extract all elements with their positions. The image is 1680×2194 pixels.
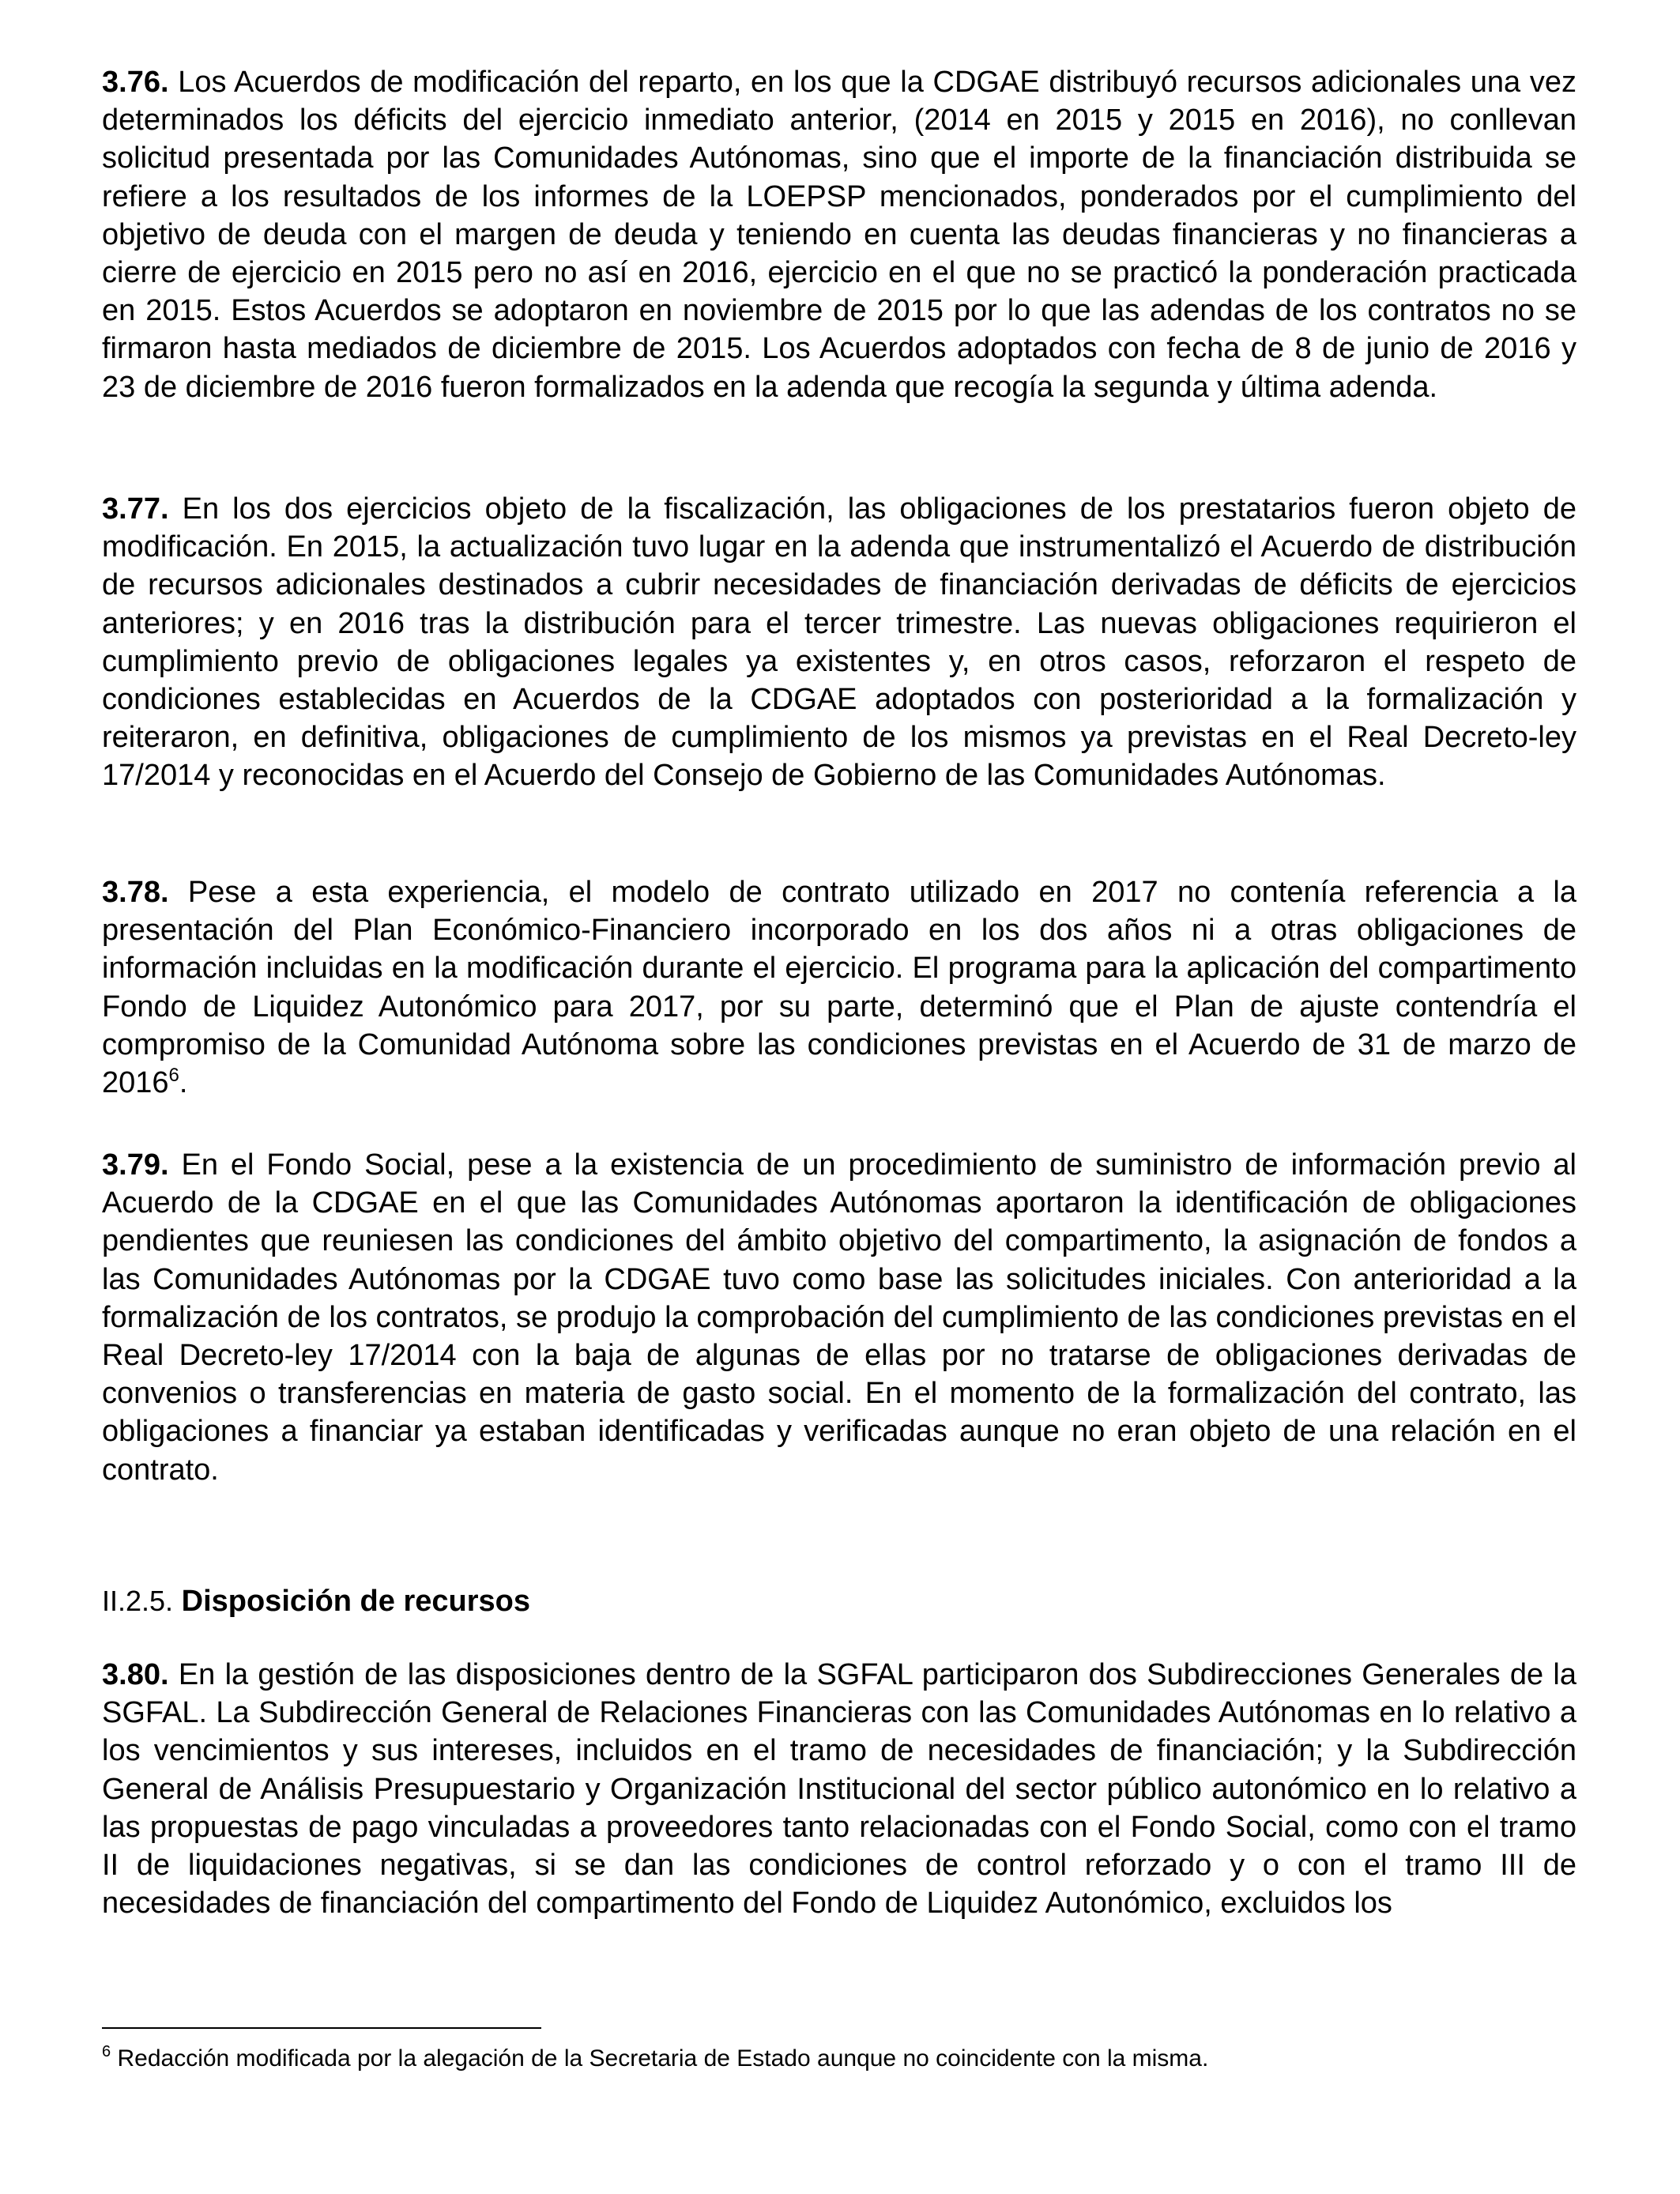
paragraph-text-end: . [179,1066,188,1100]
paragraph-text: En el Fondo Social, pese a la existencia de un procedimiento de suministro de información previo al Acuerdo de la CDGAE en el que las Comunidades Autónomas aportaron la identificación de obligaciones pendientes que reuniesen las condiciones del ámbito objetivo del compartimento, la asignación de fondos a las Comunidades Autónomas por la CDGAE tuvo como base las solicitudes iniciales. Con anterioridad a la formalización de los contratos, se produjo la comprobación del cumplimiento de las condiciones previstas en el Real Decreto-ley 17/2014 con la baja de algunas de ellas por no tratarse de obligaciones derivadas de convenios o transferencias en materia de gasto social. En el momento de la formalización del contrato, las obligaciones a financiar ya estaban identificadas y verificadas aunque no eran objeto de una relación en el contrato. [102,1148,1576,1487]
footnote-number: 6 [102,2043,111,2060]
paragraph-text: En la gestión de las disposiciones dentro de la SGFAL participaron dos Subdirecciones Generales de la SGFAL. La Subdirección General de Relaciones Financieras con las Comunidades Autónomas en lo relativo a los vencimientos y sus intereses, incluidos en el tramo de necesidades de financiación; y la Subdirección General de Análisis Presupuestario y Organización Institucional del sector público autonómico en lo relativo a las propuestas de pago vinculadas a proveedores tanto relacionadas con el Fondo Social, como con el tramo II de liquidaciones negativas, si se dan las condiciones de control reforzado y o con el tramo III de necesidades de financiación del compartimento del Fondo de Liquidez Autonómico, excluidos los [102,1658,1576,1921]
section-title: Disposición de recursos [181,1585,530,1618]
paragraph-3-79 [102,1146,1576,1489]
paragraph-number: 3.76. [102,66,169,99]
paragraph-text: Pese a esta experiencia, el modelo de contrato utilizado en 2017 no contenía referencia a la presentación del Plan Económico-Financiero incorporado en los dos años ni a otras obligaciones de información incluidas en la modificación durante el ejercicio. El programa para la aplicación del compartimento Fondo de Liquidez Autonómico para 2017, por su parte, determinó que el Plan de ajuste contendría el compromiso de la Comunidad Autónoma sobre las condiciones previstas en el Acuerdo de 31 de marzo de 2016 [102,876,1576,1100]
footnote-text: Redacción modificada por la alegación de la Secretaria de Estado aunque no coincidente con la misma. [117,2045,1209,2071]
paragraph-3-77 [102,490,1576,795]
paragraph-number: 3.78. [102,876,169,909]
paragraph-3-76 [102,63,1576,406]
section-number: II.2.5. [102,1585,174,1617]
paragraph-text: Los Acuerdos de modificación del reparto, en los que la CDGAE distribuyó recursos adicionales una vez determinados los déficits del ejercicio inmediato anterior, (2014 en 2015 y 2015 en 2016), no conllevan solicitud presentada por las Comunidades Autónomas, sino que el importe de la financiación distribuida se refiere a los resultados de los informes de la LOEPSP mencionados, ponderados por el cumplimiento del objetivo de deuda con el margen de deuda y teniendo en cuenta las deudas financieras y no financieras a cierre de ejercicio en 2015 pero no así en 2016, ejercicio en el que no se practicó la ponderación practicada en 2015. Estos Acuerdos se adoptaron en noviembre de 2015 por lo que las adendas de los contratos no se firmaron hasta mediados de diciembre de 2015. Los Acuerdos adoptados con fecha de 8 de junio de 2016 y 23 de diciembre de 2016 fueron formalizados en la adenda que recogía la segunda y última adenda. [102,66,1576,404]
paragraph-3-78 [102,873,1576,1102]
footnote-divider [102,2027,541,2029]
paragraph-number: 3.80. [102,1658,169,1691]
paragraph-number: 3.77. [102,492,169,526]
section-heading [102,1582,530,1620]
paragraph-3-80 [102,1656,1576,1922]
footnote-reference[interactable]: 6 [168,1065,179,1087]
paragraph-text: En los dos ejercicios objeto de la fiscalización, las obligaciones de los prestatarios fueron objeto de modificación. En 2015, la actualización tuvo lugar en la adenda que instrumentalizó el Acuerdo de distribución de recursos adicionales destinados a cubrir necesidades de financiación derivadas de déficits de ejercicios anteriores; y en 2016 tras la distribución para el tercer trimestre. Las nuevas obligaciones requirieron el cumplimiento previo de obligaciones legales ya existentes y, en otros casos, reforzaron el respeto de condiciones establecidas en Acuerdos de la CDGAE adoptados con posterioridad a la formalización y reiteraron, en definitiva, obligaciones de cumplimiento de los mismos ya previstas en el Real Decreto-ley 17/2014 y reconocidas en el Acuerdo del Consejo de Gobierno de las Comunidades Autónomas. [102,492,1576,793]
footnote [102,2044,1576,2074]
paragraph-number: 3.79. [102,1148,169,1182]
